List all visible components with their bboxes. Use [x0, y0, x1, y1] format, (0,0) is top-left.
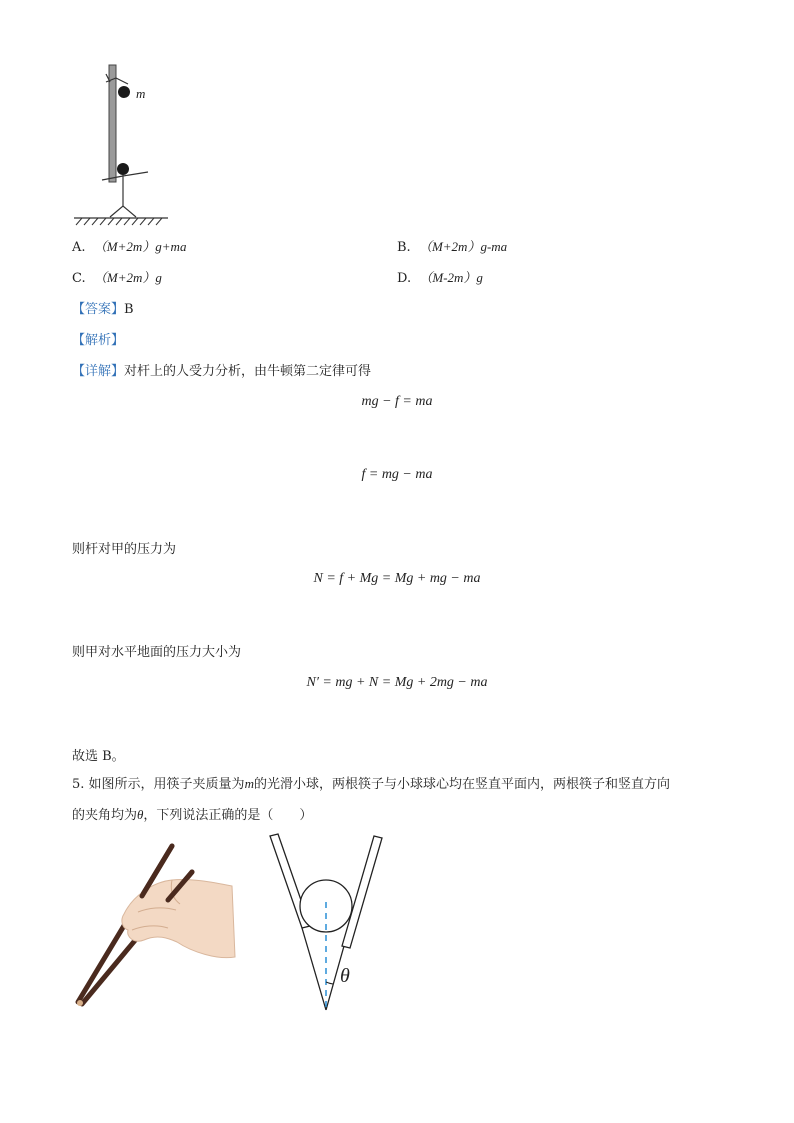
question-number: 5. [72, 777, 85, 792]
equation-3: N = f + Mg = Mg + mg − ma [313, 571, 481, 586]
chopsticks-photo [72, 842, 237, 1012]
option-c [72, 267, 162, 286]
option-d-expr: （M-2m）g [419, 270, 483, 285]
option-b [397, 236, 507, 255]
detail-text: 对杆上的人受力分析，由牛顿第二定律可得 [124, 364, 372, 379]
question-text-1b: 的光滑小球，两根筷子与小球球心均在竖直平面内，两根筷子和竖直方向 [253, 777, 670, 792]
answer-tag: 【答案】 [72, 302, 125, 317]
answer-line [72, 298, 134, 317]
pole-figure [70, 60, 180, 230]
equation-1: mg − f = ma [361, 394, 433, 409]
question-text-2a: 的夹角均为 [72, 808, 138, 823]
question-5-line-2 [72, 800, 670, 831]
question-mass-symbol: m [244, 776, 254, 791]
question-5-line-1 [72, 769, 670, 800]
option-d-letter: D. [397, 271, 412, 286]
conclusion-line: 故选 B。 [72, 749, 125, 764]
answer-value: B [124, 302, 134, 317]
question-theta-symbol: θ [137, 807, 144, 822]
option-c-expr: （M+2m）g [93, 270, 162, 285]
detail-tag: 【详解】 [72, 364, 125, 379]
analysis-tag: 【解析】 [72, 333, 125, 348]
equation-2: f = mg − ma [361, 467, 433, 482]
option-b-letter: B. [397, 240, 411, 255]
question-text-1a: 如图所示，用筷子夹质量为 [88, 777, 245, 792]
option-a-letter: A. [72, 240, 86, 255]
theta-label: θ [340, 965, 350, 987]
analysis-line [72, 329, 124, 348]
equation-4: N′ = mg + N = Mg + 2mg − ma [306, 675, 488, 690]
question-5 [72, 769, 670, 831]
option-d [397, 267, 483, 286]
text-line-1: 则杆对甲的压力为 [72, 542, 177, 557]
text-line-2: 则甲对水平地面的压力大小为 [72, 645, 242, 660]
detail-line [72, 360, 371, 379]
option-c-letter: C. [72, 271, 86, 286]
mass-label: m [136, 86, 146, 101]
option-b-expr: （M+2m）g-ma [418, 239, 508, 254]
option-a [72, 236, 186, 255]
chopsticks-diagram [266, 830, 391, 1020]
question-text-2b: ，下列说法正确的是（ ） [143, 808, 313, 823]
option-a-expr: （M+2m）g+ma [93, 239, 187, 254]
